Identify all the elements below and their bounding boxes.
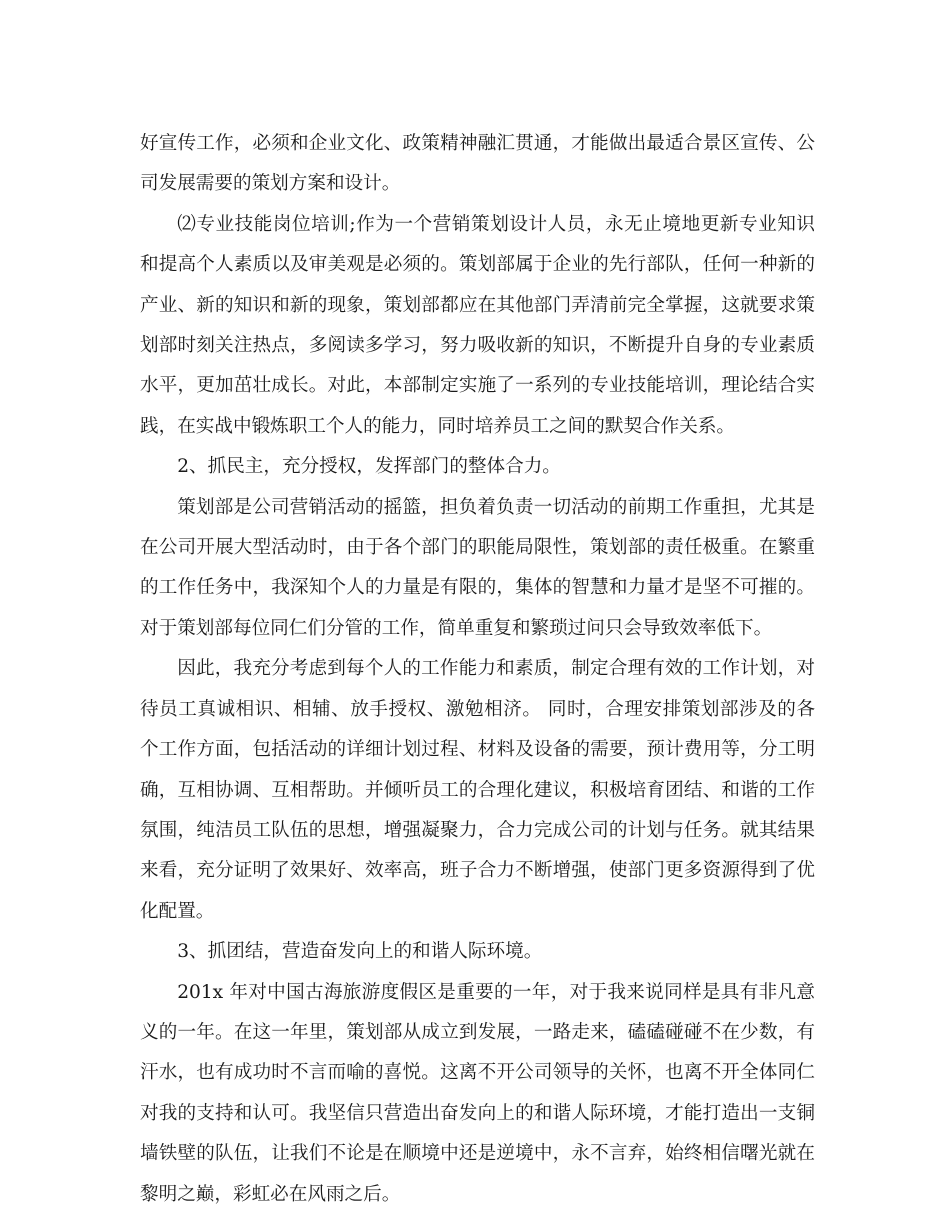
heading-item-3: 3、抓团结，营造奋发向上的和谐人际环境。 — [177, 941, 543, 963]
document-page — [140, 124, 815, 1215]
paragraph-4: 策划部是公司营销活动的摇篮，担负着负责一切活动的前期工作重担，尤其是在公司开展大型活动时，由于各个部门的职能局限性，策划部的责任极重。在繁重的工作任务中，我深知个人的力量是有限的，集体的智慧和力量才是坚不可摧的。对于策划部每位同仁们分管的工作，简单重复和繁琐过问只会导致效率低下。 — [140, 496, 815, 639]
paragraph-1: 好宣传工作，必须和企业文化、政策精神融汇贯通，才能做出最适合景区宣传、公司发展需要的策划方案和设计。 — [140, 133, 815, 195]
paragraph-2: ⑵专业技能岗位培训;作为一个营销策划设计人员，永无止境地更新专业知识和提高个人素质以及审美观是必须的。策划部属于企业的先行部队，任何一种新的产业、新的知识和新的现象，策划部都应在其他部门弄清前完全掌握，这就要求策划部时刻关注热点，多阅读多学习，努力吸收新的知识，不断提升自身的专业素质水平，更加茁壮成长。对此，本部制定实施了一系列的专业技能培训，理论结合实践，在实战中锻炼职工个人的能力，同时培养员工之间的默契合作关系。 — [140, 213, 815, 437]
paragraph-7: 201x 年对中国古海旅游度假区是重要的一年，对于我来说同样是具有非凡意义的一年。在这一年里，策划部从成立到发展，一路走来，磕磕碰碰不在少数，有汗水，也有成功时不言而喻的喜悦。这离不开公司领导的关怀，也离不开全体同仁对我的支持和认可。我坚信只营造出奋发向上的和谐人际环境，才能打造出一支铜墙铁壁的队伍，让我们不论是在顺境中还是逆境中，永不言弃，始终相信曙光就在黎明之巅，彩虹必在风雨之后。 — [140, 981, 815, 1205]
paragraph-5: 因此，我充分考虑到每个人的工作能力和素质，制定合理有效的工作计划，对待员工真诚相识、相辅、放手授权、激勉相济。 同时，合理安排策划部涉及的各个工作方面，包括活动的详细计划过程、材料及设备的需要，预计费用等，分工明确，互相协调、互相帮助。并倾听员工的合理化建议，积极培育团结、和谐的工作氛围，纯洁员工队伍的思想，增强凝聚力，合力完成公司的计划与任务。就其结果来看，充分证明了效果好、效率高，班子合力不断增强，使部门更多资源得到了优化配置。 — [140, 658, 815, 922]
heading-item-2: 2、抓民主，充分授权，发挥部门的整体合力。 — [177, 456, 561, 478]
